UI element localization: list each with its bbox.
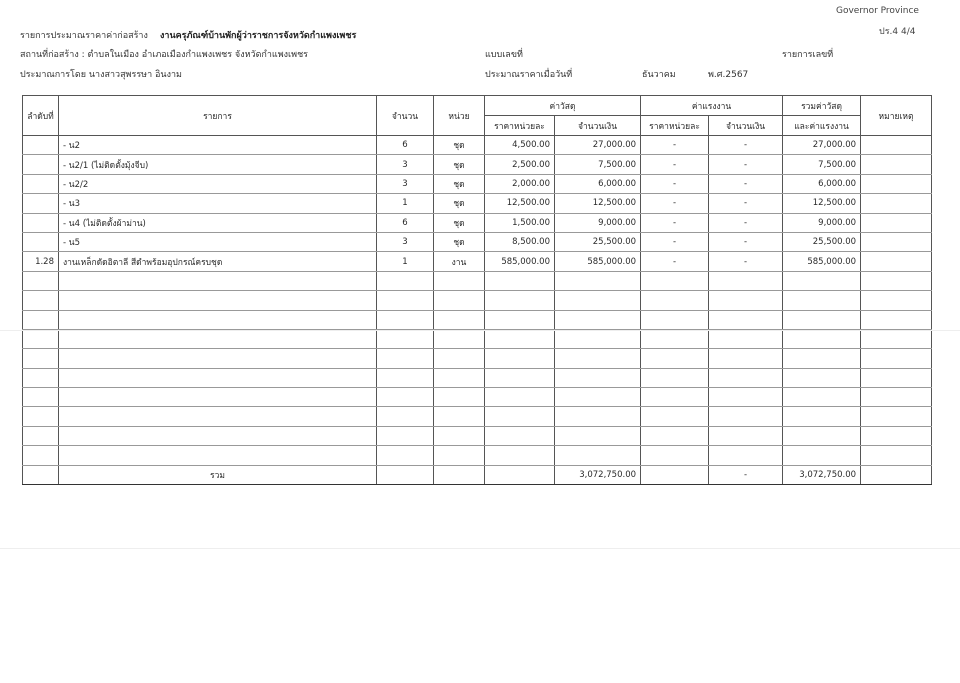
plan-no-label: แบบเลขที่: [485, 50, 523, 60]
cell-qty: 6: [377, 136, 434, 155]
empty-row: [23, 426, 932, 445]
project-label: รายการประมาณราคาค่าก่อสร้าง: [20, 31, 148, 41]
cell-remark: [861, 174, 932, 193]
table-row: [23, 213, 932, 232]
table-row: [23, 252, 932, 271]
cell-item: - น2/2: [59, 174, 377, 193]
cell-mat-amount: 585,000.00: [555, 252, 641, 271]
cell-lab-price: -: [641, 174, 709, 193]
col-header-labor: ค่าแรงงาน: [641, 96, 783, 116]
cell-total: 12,500.00: [783, 194, 861, 213]
estimate-year: พ.ศ.2567: [708, 70, 749, 80]
cell-unit: ชุด: [434, 232, 485, 251]
empty-row: [23, 407, 932, 426]
empty-row: [23, 388, 932, 407]
cell-remark: [861, 232, 932, 251]
empty-row: [23, 310, 932, 329]
cell-unit: ชุด: [434, 194, 485, 213]
cell-qty: 1: [377, 252, 434, 271]
empty-row: [23, 271, 932, 290]
estimate-month: ธันวาคม: [642, 70, 676, 80]
cell-unit: ชุด: [434, 136, 485, 155]
cell-total: 7,500.00: [783, 155, 861, 174]
col-header-total-line2: และค่าแรงงาน: [783, 116, 861, 136]
total-lab-amount: -: [709, 465, 783, 484]
cell-mat-price: 2,500.00: [485, 155, 555, 174]
org-name: Governor Province: [836, 6, 919, 16]
cell-qty: 1: [377, 194, 434, 213]
cell-lab-amount: -: [709, 252, 783, 271]
total-mat-amount: 3,072,750.00: [555, 465, 641, 484]
col-header-remark: หมายเหตุ: [861, 96, 932, 136]
cell-unit: ชุด: [434, 174, 485, 193]
cell-unit: ชุด: [434, 213, 485, 232]
estimate-date-label: ประมาณราคาเมื่อวันที่: [485, 70, 573, 80]
cell-no: 1.28: [23, 252, 59, 271]
cell-remark: [861, 155, 932, 174]
estimator: ประมาณการโดย นางสาวสุพรรษา อินงาม: [20, 70, 182, 80]
cell-item: - น4 (ไม่ติดตั้งผ้าม่าน): [59, 213, 377, 232]
cell-remark: [861, 194, 932, 213]
col-header-material: ค่าวัสดุ: [485, 96, 641, 116]
cell-lab-amount: -: [709, 136, 783, 155]
cell-mat-price: 8,500.00: [485, 232, 555, 251]
cell-qty: 6: [377, 213, 434, 232]
cell-mat-price: 585,000.00: [485, 252, 555, 271]
cell-lab-price: -: [641, 252, 709, 271]
cell-mat-amount: 6,000.00: [555, 174, 641, 193]
col-header-lab-price: ราคาหน่วยละ: [641, 116, 709, 136]
cell-item: งานเหล็กดัดอิตาลี สีดำพร้อมอุปกรณ์ครบชุด: [59, 252, 377, 271]
cell-lab-price: -: [641, 213, 709, 232]
table-row: [23, 136, 932, 155]
cell-lab-amount: -: [709, 155, 783, 174]
cell-lab-price: -: [641, 194, 709, 213]
cell-mat-price: 4,500.00: [485, 136, 555, 155]
total-row: [23, 465, 932, 484]
empty-row: [23, 368, 932, 387]
empty-row: [23, 349, 932, 368]
grand-total: 3,072,750.00: [783, 465, 861, 484]
cell-total: 25,500.00: [783, 232, 861, 251]
cell-remark: [861, 136, 932, 155]
cell-item: - น2: [59, 136, 377, 155]
cell-mat-price: 12,500.00: [485, 194, 555, 213]
cell-qty: 3: [377, 232, 434, 251]
cell-unit: งาน: [434, 252, 485, 271]
scan-artifact: [0, 330, 960, 331]
cell-no: [23, 174, 59, 193]
table-row: [23, 232, 932, 251]
table-row: [23, 174, 932, 193]
boq-table: [22, 95, 932, 485]
cell-lab-amount: -: [709, 232, 783, 251]
cell-remark: [861, 213, 932, 232]
cell-unit: ชุด: [434, 155, 485, 174]
cell-total: 585,000.00: [783, 252, 861, 271]
cell-total: 9,000.00: [783, 213, 861, 232]
cell-mat-price: 2,000.00: [485, 174, 555, 193]
col-header-no: ลำดับที่: [23, 96, 59, 136]
col-header-mat-price: ราคาหน่วยละ: [485, 116, 555, 136]
cell-item: - น3: [59, 194, 377, 213]
empty-row: [23, 446, 932, 465]
scan-artifact: [0, 548, 960, 549]
col-header-item: รายการ: [59, 96, 377, 136]
cell-no: [23, 155, 59, 174]
table-row: [23, 155, 932, 174]
cell-item: - น5: [59, 232, 377, 251]
total-label: รวม: [59, 465, 377, 484]
cell-no: [23, 232, 59, 251]
item-no-label: รายการเลขที่: [782, 50, 834, 60]
cell-item: - น2/1 (ไม่ติดตั้งมุ้งจีบ): [59, 155, 377, 174]
cell-mat-amount: 7,500.00: [555, 155, 641, 174]
cell-lab-amount: -: [709, 213, 783, 232]
col-header-unit: หน่วย: [434, 96, 485, 136]
cell-qty: 3: [377, 155, 434, 174]
col-header-mat-amount: จำนวนเงิน: [555, 116, 641, 136]
col-header-total-line1: รวมค่าวัสดุ: [783, 96, 861, 116]
project-name: งานครุภัณฑ์บ้านพักผู้ว่าราชการจังหวัดกำแพงเพชร: [160, 31, 357, 41]
cell-lab-amount: -: [709, 194, 783, 213]
cell-no: [23, 194, 59, 213]
empty-row: [23, 291, 932, 310]
cell-qty: 3: [377, 174, 434, 193]
cell-remark: [861, 252, 932, 271]
location: สถานที่ก่อสร้าง : ตำบลในเมือง อำเภอเมืองกำแพงเพชร จังหวัดกำแพงเพชร: [20, 50, 309, 60]
cell-lab-price: -: [641, 155, 709, 174]
form-code: ปร.4 4/4: [879, 27, 916, 37]
empty-row: [23, 329, 932, 348]
cell-lab-amount: -: [709, 174, 783, 193]
cell-no: [23, 136, 59, 155]
cell-mat-price: 1,500.00: [485, 213, 555, 232]
cell-no: [23, 213, 59, 232]
col-header-qty: จำนวน: [377, 96, 434, 136]
cell-total: 6,000.00: [783, 174, 861, 193]
col-header-lab-amount: จำนวนเงิน: [709, 116, 783, 136]
cell-lab-price: -: [641, 232, 709, 251]
cell-lab-price: -: [641, 136, 709, 155]
cell-total: 27,000.00: [783, 136, 861, 155]
cell-mat-amount: 9,000.00: [555, 213, 641, 232]
cell-mat-amount: 25,500.00: [555, 232, 641, 251]
cell-mat-amount: 12,500.00: [555, 194, 641, 213]
table-row: [23, 194, 932, 213]
cell-mat-amount: 27,000.00: [555, 136, 641, 155]
